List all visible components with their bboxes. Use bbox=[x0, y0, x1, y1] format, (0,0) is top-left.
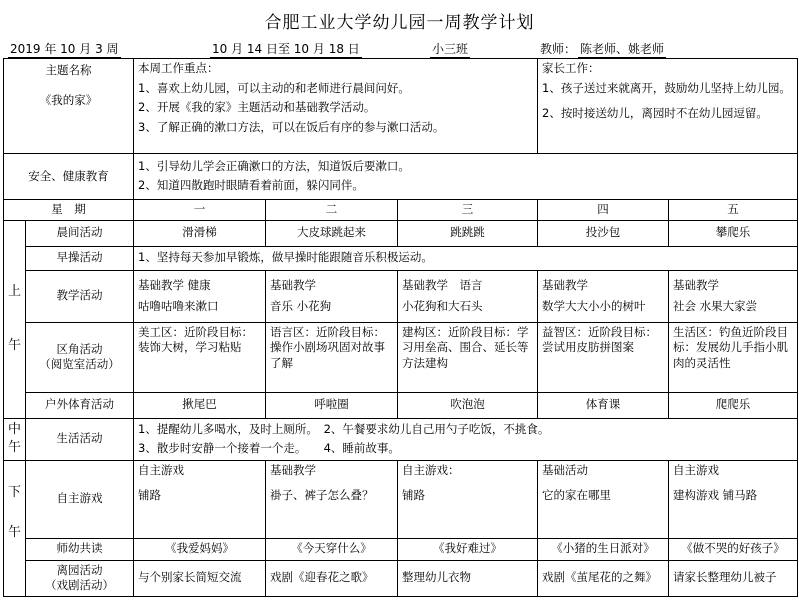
free-play-cell bbox=[134, 460, 266, 538]
safety-cell bbox=[134, 154, 798, 200]
weekday-label: 星 期 bbox=[4, 200, 134, 221]
cell: 与个别家长简短交流 bbox=[134, 560, 266, 596]
cell: 投沙包 bbox=[538, 220, 669, 246]
theme-name: 《我的家》 bbox=[39, 92, 98, 107]
plan-meta bbox=[0, 40, 799, 58]
cell-top: 基础教学 bbox=[542, 277, 588, 292]
area-cell: 语言区：近阶段目标：操作小剧场巩固对故事了解 bbox=[266, 322, 398, 392]
cell-bottom: 铺路 bbox=[402, 488, 425, 503]
cell: 《小猪的生日派对》 bbox=[538, 538, 669, 560]
cell-top: 基础教学 语言 bbox=[402, 277, 483, 292]
exercise-row bbox=[4, 246, 798, 270]
life-line: 1、提醒幼儿多喝水，及时上厕所。 2、午餐要求幼儿自己用勺子吃饭，不挑食。 bbox=[138, 422, 550, 436]
period-afternoon bbox=[4, 460, 26, 596]
cell: 请家长整理幼儿被子 bbox=[669, 560, 798, 596]
cell-bottom: 数学大大小小的树叶 bbox=[542, 299, 646, 314]
row-label: 户外体育活动 bbox=[26, 392, 134, 418]
teaching-cell bbox=[134, 270, 266, 322]
period-morning bbox=[4, 220, 26, 418]
free-play-cell bbox=[669, 460, 798, 538]
cell-top: 基础教学 bbox=[270, 277, 316, 292]
cell-bottom: 它的家在哪里 bbox=[542, 488, 611, 503]
safety-item: 1、引导幼儿学会正确漱口的方法，知道饭后要漱口。 bbox=[138, 159, 410, 174]
cell-top: 自主游戏： bbox=[402, 462, 460, 477]
area-cell: 美工区：近阶段目标：装饰大树，学习粘贴 bbox=[134, 322, 266, 392]
cell-bottom: 社会 水果大家尝 bbox=[673, 299, 758, 314]
leaving-row bbox=[4, 560, 798, 596]
parent-item: 2、按时接送幼儿，离园时不在幼儿园逗留。 bbox=[542, 106, 768, 121]
teaching-cell bbox=[398, 270, 538, 322]
safety-label: 安全、健康教育 bbox=[4, 154, 134, 200]
cell: 吹泡泡 bbox=[398, 392, 538, 418]
cell: 戏剧《迎春花之歌》 bbox=[266, 560, 398, 596]
area-cell: 建构区：近阶段目标：学习用垒高、围合、延长等方法建构 bbox=[398, 322, 538, 392]
day-header: 二 bbox=[266, 200, 398, 221]
period-char: 午 bbox=[7, 525, 21, 541]
leaving-sublabel: （戏剧活动） bbox=[45, 578, 114, 593]
teaching-cell bbox=[669, 270, 798, 322]
teaching-cell bbox=[538, 270, 669, 322]
day-header: 四 bbox=[538, 200, 669, 221]
cell: 滑滑梯 bbox=[134, 220, 266, 246]
free-play-cell bbox=[538, 460, 669, 538]
reading-row bbox=[4, 538, 798, 560]
focus-item: 3、了解正确的漱口方法，可以在饭后有序的参与漱口活动。 bbox=[138, 119, 445, 134]
area-label: 区角活动 bbox=[56, 341, 103, 356]
cell: 《做不哭的好孩子》 bbox=[669, 538, 798, 560]
row-label: 师幼共读 bbox=[26, 538, 134, 560]
cell-top: 自主游戏 bbox=[673, 462, 719, 477]
row-label: 教学活动 bbox=[26, 270, 134, 322]
focus-title: 本周工作重点： bbox=[138, 61, 219, 75]
teaching-row bbox=[4, 270, 798, 322]
cell: 爬爬乐 bbox=[669, 392, 798, 418]
theme-row bbox=[4, 59, 798, 154]
cell: 《我爱妈妈》 bbox=[134, 538, 266, 560]
period-noon bbox=[4, 418, 26, 460]
teaching-cell bbox=[266, 270, 398, 322]
row-label bbox=[26, 560, 134, 596]
cell: 揪尾巴 bbox=[134, 392, 266, 418]
page-title: 合肥工业大学幼儿园一周教学计划 bbox=[264, 13, 535, 33]
cell-bottom: 小花狗和大石头 bbox=[402, 299, 483, 314]
exercise-cell: 1、坚持每天参加早锻炼，做早操时能跟随音乐积极运动。 bbox=[134, 246, 798, 270]
area-sublabel: （阅览室活动） bbox=[39, 357, 120, 372]
focus-item: 2、开展《我的家》主题活动和基础教学活动。 bbox=[138, 100, 376, 115]
class-name: 小三班 bbox=[432, 42, 469, 56]
period-char: 下 bbox=[7, 485, 21, 501]
period-char: 上 bbox=[7, 284, 21, 300]
area-row bbox=[4, 322, 798, 392]
weekday-row bbox=[4, 200, 798, 221]
period-char: 午 bbox=[7, 338, 21, 354]
free-play-cell bbox=[398, 460, 538, 538]
period-char: 午 bbox=[7, 440, 21, 456]
week-label: 2019 年 10 月 3 周 bbox=[10, 42, 119, 56]
cell: 跳跳跳 bbox=[398, 220, 538, 246]
cell: 《我好难过》 bbox=[398, 538, 538, 560]
parent-cell bbox=[538, 59, 798, 154]
teacher-names: 陈老师、姚老师 bbox=[580, 42, 665, 56]
cell: 《今天穿什么》 bbox=[266, 538, 398, 560]
area-cell: 益智区：近阶段目标：尝试用皮肪拼图案 bbox=[538, 322, 669, 392]
theme-cell bbox=[4, 59, 134, 154]
row-label bbox=[26, 322, 134, 392]
row-label: 生活活动 bbox=[26, 418, 134, 460]
cell-bottom: 铺路 bbox=[138, 488, 161, 503]
safety-item: 2、知道四散跑时眼睛看着前面，躲闪同伴。 bbox=[138, 178, 364, 192]
cell: 体育课 bbox=[538, 392, 669, 418]
row-label: 自主游戏 bbox=[26, 460, 134, 538]
day-header: 一 bbox=[134, 200, 266, 221]
cell: 呼啦圈 bbox=[266, 392, 398, 418]
cell-bottom: 咕噜咕噜来漱口 bbox=[138, 299, 219, 314]
life-cell bbox=[134, 418, 798, 460]
day-header: 五 bbox=[669, 200, 798, 221]
free-play-row bbox=[4, 460, 798, 538]
life-line: 3、散步时安静一个接着一个走。 4、睡前故事。 bbox=[138, 440, 400, 455]
area-cell: 生活区：钓鱼近阶段目标：发展幼儿手指小肌肉的灵活性 bbox=[669, 322, 798, 392]
row-label: 早操活动 bbox=[26, 246, 134, 270]
cell-top: 基础教学 bbox=[673, 277, 719, 292]
focus-cell bbox=[134, 59, 538, 154]
life-row bbox=[4, 418, 798, 460]
free-play-cell bbox=[266, 460, 398, 538]
cell-bottom: 建构游戏 铺马路 bbox=[673, 488, 758, 503]
cell-top: 基础教学 健康 bbox=[138, 277, 211, 292]
cell-top: 基础活动 bbox=[542, 462, 588, 477]
date-range: 10 月 14 日至 10 月 18 日 bbox=[212, 42, 360, 56]
focus-item: 1、喜欢上幼儿园，可以主动的和老师进行晨间问好。 bbox=[138, 80, 410, 95]
cell-bottom: 褂子、裤子怎么叠？ bbox=[270, 488, 374, 503]
day-header: 三 bbox=[398, 200, 538, 221]
row-label: 晨间活动 bbox=[26, 220, 134, 246]
period-char: 中 bbox=[7, 422, 21, 438]
cell-bottom: 音乐 小花狗 bbox=[270, 299, 332, 314]
morning-activity-row bbox=[4, 220, 798, 246]
cell: 整理幼儿衣物 bbox=[398, 560, 538, 596]
parent-item: 1、孩子送过来就离开，鼓励幼儿坚持上幼儿园。 bbox=[542, 80, 791, 95]
leaving-label: 离园活动 bbox=[56, 562, 103, 577]
teacher-label: 教师： bbox=[540, 42, 577, 56]
outdoor-row bbox=[4, 392, 798, 418]
cell-top: 基础教学 bbox=[270, 462, 316, 477]
cell: 攀爬乐 bbox=[669, 220, 798, 246]
cell: 戏剧《茧尾花的之舞》 bbox=[538, 560, 669, 596]
safety-row bbox=[4, 154, 798, 200]
cell-top: 自主游戏 bbox=[138, 462, 184, 477]
parent-title: 家长工作： bbox=[542, 61, 600, 75]
plan-table bbox=[3, 58, 798, 597]
theme-label: 主题名称 bbox=[45, 63, 92, 77]
cell: 大皮球跳起来 bbox=[266, 220, 398, 246]
